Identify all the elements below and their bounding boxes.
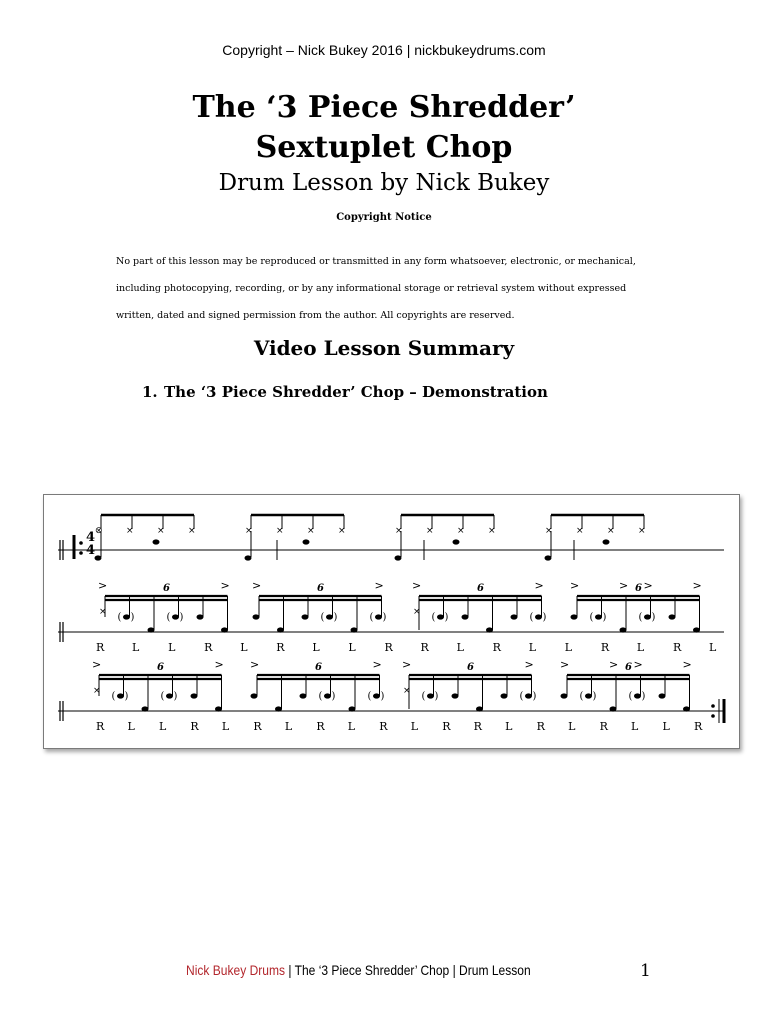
tuplet-number: 6 (163, 583, 170, 594)
sticking-label: R (96, 720, 105, 733)
cymbal-note: × (545, 526, 553, 536)
ghost-snare-note (302, 614, 309, 619)
ghost-snare-note (326, 614, 333, 619)
cymbal-note: × (93, 686, 101, 696)
title-line-2: Sextuplet Chop (255, 130, 513, 165)
ghost-snare-note (251, 693, 258, 698)
bass-drum-note (545, 555, 552, 560)
ghost-snare-note (197, 614, 204, 619)
sticking-label: L (132, 641, 140, 654)
ghost-paren: ) (179, 612, 184, 623)
sticking-label: R (442, 720, 451, 733)
accent-mark: > (214, 658, 224, 671)
repeat-dot (711, 704, 715, 708)
cymbal-note: × (413, 607, 421, 617)
tom-note (351, 627, 358, 632)
ghost-snare-note (501, 693, 508, 698)
cymbal-note: × (338, 526, 346, 536)
snare-note (453, 539, 460, 544)
sticking-label: L (284, 720, 293, 733)
sticking-label: R (96, 641, 105, 654)
ghost-paren: ) (592, 691, 597, 702)
tom-note (620, 627, 627, 632)
ghost-snare-note (172, 614, 179, 619)
ghost-paren: ( (421, 691, 426, 702)
header-copyright: Copyright – Nick Bukey 2016 | nickbukeydrums.com (222, 42, 546, 58)
ghost-paren: ) (602, 612, 607, 623)
ghost-snare-note (437, 614, 444, 619)
tuplet-number: 6 (315, 662, 322, 673)
ghost-snare-note (585, 693, 592, 698)
cymbal-note: × (457, 526, 465, 536)
cymbal-note: ⊗ (95, 526, 103, 536)
tuplet-number: 6 (635, 583, 642, 594)
sticking-label: R (316, 720, 325, 733)
accent-mark: > (402, 658, 412, 671)
subtitle: Drum Lesson by Nick Bukey (218, 170, 550, 196)
sticking-label: R (384, 641, 393, 654)
ghost-paren: ) (333, 612, 338, 623)
tom-note (693, 627, 700, 632)
ghost-paren: ) (380, 691, 385, 702)
accent-mark: > (98, 579, 108, 592)
ghost-paren: ( (160, 691, 165, 702)
accent-mark: > (524, 658, 534, 671)
summary-item-label: The ‘3 Piece Shredder’ Chop – Demonstration (164, 383, 548, 401)
accent-mark: > (633, 658, 643, 671)
snare-note (153, 539, 160, 544)
tuplet-number: 6 (477, 583, 484, 594)
sticking-label: R (599, 720, 608, 733)
ghost-paren: ( (367, 691, 372, 702)
ghost-snare-note (669, 614, 676, 619)
cymbal-note: × (126, 526, 134, 536)
ghost-paren: ( (579, 691, 584, 702)
sticking-label: L (158, 720, 167, 733)
ghost-paren: ) (532, 691, 537, 702)
ghost-snare-note (525, 693, 532, 698)
sticking-label: L (348, 641, 356, 654)
ghost-paren: ( (628, 691, 633, 702)
repeat-dot (79, 541, 83, 545)
sticking-row-3 (96, 720, 703, 733)
accent-mark: > (682, 658, 692, 671)
accent-mark: > (570, 579, 580, 592)
tom-note (476, 706, 483, 711)
ghost-paren: ( (638, 612, 643, 623)
sticking-label: R (276, 641, 285, 654)
footer-text (186, 962, 531, 978)
summary-item-number: 1. (142, 383, 158, 401)
tom-note (610, 706, 617, 711)
tom-note (349, 706, 356, 711)
ghost-snare-note (535, 614, 542, 619)
cymbal-note: × (395, 526, 403, 536)
accent-mark: > (220, 579, 230, 592)
ghost-snare-note (659, 693, 666, 698)
accent-mark: > (92, 658, 102, 671)
tom-note (277, 627, 284, 632)
sticking-label: R (420, 641, 429, 654)
ghost-paren: ( (589, 612, 594, 623)
ghost-paren: ( (111, 691, 116, 702)
sticking-label: L (568, 720, 576, 733)
footer-lesson-title: | The ‘3 Piece Shredder’ Chop | Drum Lesson (285, 962, 531, 978)
repeat-dot (711, 714, 715, 718)
bass-drum-note (245, 555, 252, 560)
sticking-label: R (600, 641, 610, 654)
ghost-paren: ( (519, 691, 524, 702)
cymbal-note: × (99, 607, 107, 617)
tom-note (221, 627, 228, 632)
accent-mark: > (619, 579, 629, 592)
time-signature-top: 4 (86, 530, 96, 545)
sticking-label: L (709, 641, 717, 654)
sticking-label: L (564, 641, 573, 654)
bass-drum-note (395, 555, 402, 560)
ghost-paren: ) (434, 691, 439, 702)
cymbal-note: × (488, 526, 496, 536)
cymbal-note: × (403, 686, 411, 696)
ghost-snare-note (452, 693, 459, 698)
tom-note (683, 706, 690, 711)
ghost-snare-note (373, 693, 380, 698)
tuplet-number: 6 (625, 662, 632, 673)
drum-notation-image (43, 494, 740, 749)
cymbal-note: × (638, 526, 646, 536)
accent-mark: > (534, 579, 544, 592)
score-marks (60, 515, 724, 723)
ghost-paren: ( (431, 612, 436, 623)
sticking-label: R (190, 720, 199, 733)
sticking-label: L (221, 720, 230, 733)
sticking-label: R (672, 641, 682, 654)
snare-note (603, 539, 610, 544)
summary-item-1[interactable] (142, 383, 548, 401)
ghost-paren: ) (382, 612, 387, 623)
ghost-snare-note (253, 614, 260, 619)
ghost-snare-note (300, 693, 307, 698)
cymbal-note: × (576, 526, 584, 536)
tom-note (142, 706, 149, 711)
sticking-row-2 (96, 641, 717, 654)
ghost-snare-note (571, 614, 578, 619)
cymbal-note: × (245, 526, 253, 536)
sticking-label: L (240, 641, 248, 654)
accent-mark: > (560, 658, 570, 671)
notice-heading: Copyright Notice (336, 212, 432, 223)
ghost-paren: ) (641, 691, 646, 702)
ghost-snare-note (595, 614, 602, 619)
footer-brand: Nick Bukey Drums (186, 962, 286, 978)
ghost-paren: ) (542, 612, 547, 623)
repeat-dot (79, 551, 83, 555)
sticking-label: R (536, 720, 545, 733)
cymbal-note: × (157, 526, 165, 536)
accent-mark: > (374, 579, 384, 592)
accent-mark: > (252, 579, 262, 592)
accent-mark: > (372, 658, 382, 671)
accent-mark: > (643, 579, 653, 592)
ghost-snare-note (375, 614, 382, 619)
sticking-label: L (631, 720, 639, 733)
section-heading: Video Lesson Summary (253, 336, 515, 360)
notice-line-2: including photocopying, recording, or by any informational storage or retrieval system without expressed (116, 283, 627, 294)
accent-mark: > (250, 658, 260, 671)
ghost-paren: ) (444, 612, 449, 623)
sticking-label: L (456, 641, 464, 654)
ghost-paren: ) (124, 691, 129, 702)
cymbal-note: × (426, 526, 434, 536)
drum-notation-svg (44, 495, 739, 748)
ghost-snare-note (427, 693, 434, 698)
ghost-snare-note (561, 693, 568, 698)
ghost-paren: ) (651, 612, 656, 623)
sticking-label: R (204, 641, 213, 654)
sticking-label: R (694, 720, 703, 733)
title-line-1: The ‘3 Piece Shredder’ (192, 90, 576, 125)
cymbal-note: × (188, 526, 196, 536)
ghost-paren: ( (320, 612, 325, 623)
ghost-paren: ) (331, 691, 336, 702)
sticking-label: R (379, 720, 388, 733)
sticking-label: L (168, 641, 176, 654)
notice-line-3: written, dated and signed permission from the author. All copyrights are reserved. (116, 310, 515, 321)
sticking-label: L (347, 720, 356, 733)
ghost-snare-note (324, 693, 331, 698)
ghost-paren: ( (369, 612, 374, 623)
sticking-label: L (528, 641, 537, 654)
time-signature-bottom: 4 (86, 543, 96, 558)
sticking-label: R (253, 720, 262, 733)
sticking-label: L (312, 641, 320, 654)
snare-note (303, 539, 310, 544)
ghost-paren: ) (173, 691, 178, 702)
ghost-snare-note (117, 693, 124, 698)
ghost-snare-note (644, 614, 651, 619)
ghost-paren: ( (166, 612, 171, 623)
tom-note (486, 627, 493, 632)
accent-mark: > (609, 658, 619, 671)
tom-note (275, 706, 282, 711)
ghost-snare-note (511, 614, 518, 619)
cymbal-note: × (607, 526, 615, 536)
ghost-paren: ( (318, 691, 323, 702)
ghost-paren: ) (130, 612, 135, 623)
page-number: 1 (640, 961, 651, 981)
ghost-paren: ( (117, 612, 122, 623)
cymbal-note: × (276, 526, 284, 536)
notice-line-1: No part of this lesson may be reproduced or transmitted in any form whatsoever, electronic, or mechanical, (116, 256, 636, 267)
accent-mark: > (692, 579, 702, 592)
tuplet-number: 6 (157, 662, 164, 673)
cymbal-note: × (307, 526, 315, 536)
ghost-snare-note (123, 614, 130, 619)
sticking-label: L (127, 720, 135, 733)
ghost-snare-note (462, 614, 469, 619)
bass-drum-note (95, 555, 102, 560)
tom-note (215, 706, 222, 711)
sticking-label: L (505, 720, 513, 733)
tom-note (148, 627, 155, 632)
ghost-snare-note (634, 693, 641, 698)
accent-mark: > (412, 579, 422, 592)
sticking-label: L (410, 720, 419, 733)
ghost-paren: ( (529, 612, 534, 623)
ghost-snare-note (191, 693, 198, 698)
sticking-label: L (662, 720, 670, 733)
tuplet-number: 6 (467, 662, 474, 673)
ghost-snare-note (166, 693, 173, 698)
sticking-label: R (492, 641, 501, 654)
sticking-label: L (636, 641, 645, 654)
sticking-label: R (473, 720, 482, 733)
tuplet-number: 6 (317, 583, 324, 594)
